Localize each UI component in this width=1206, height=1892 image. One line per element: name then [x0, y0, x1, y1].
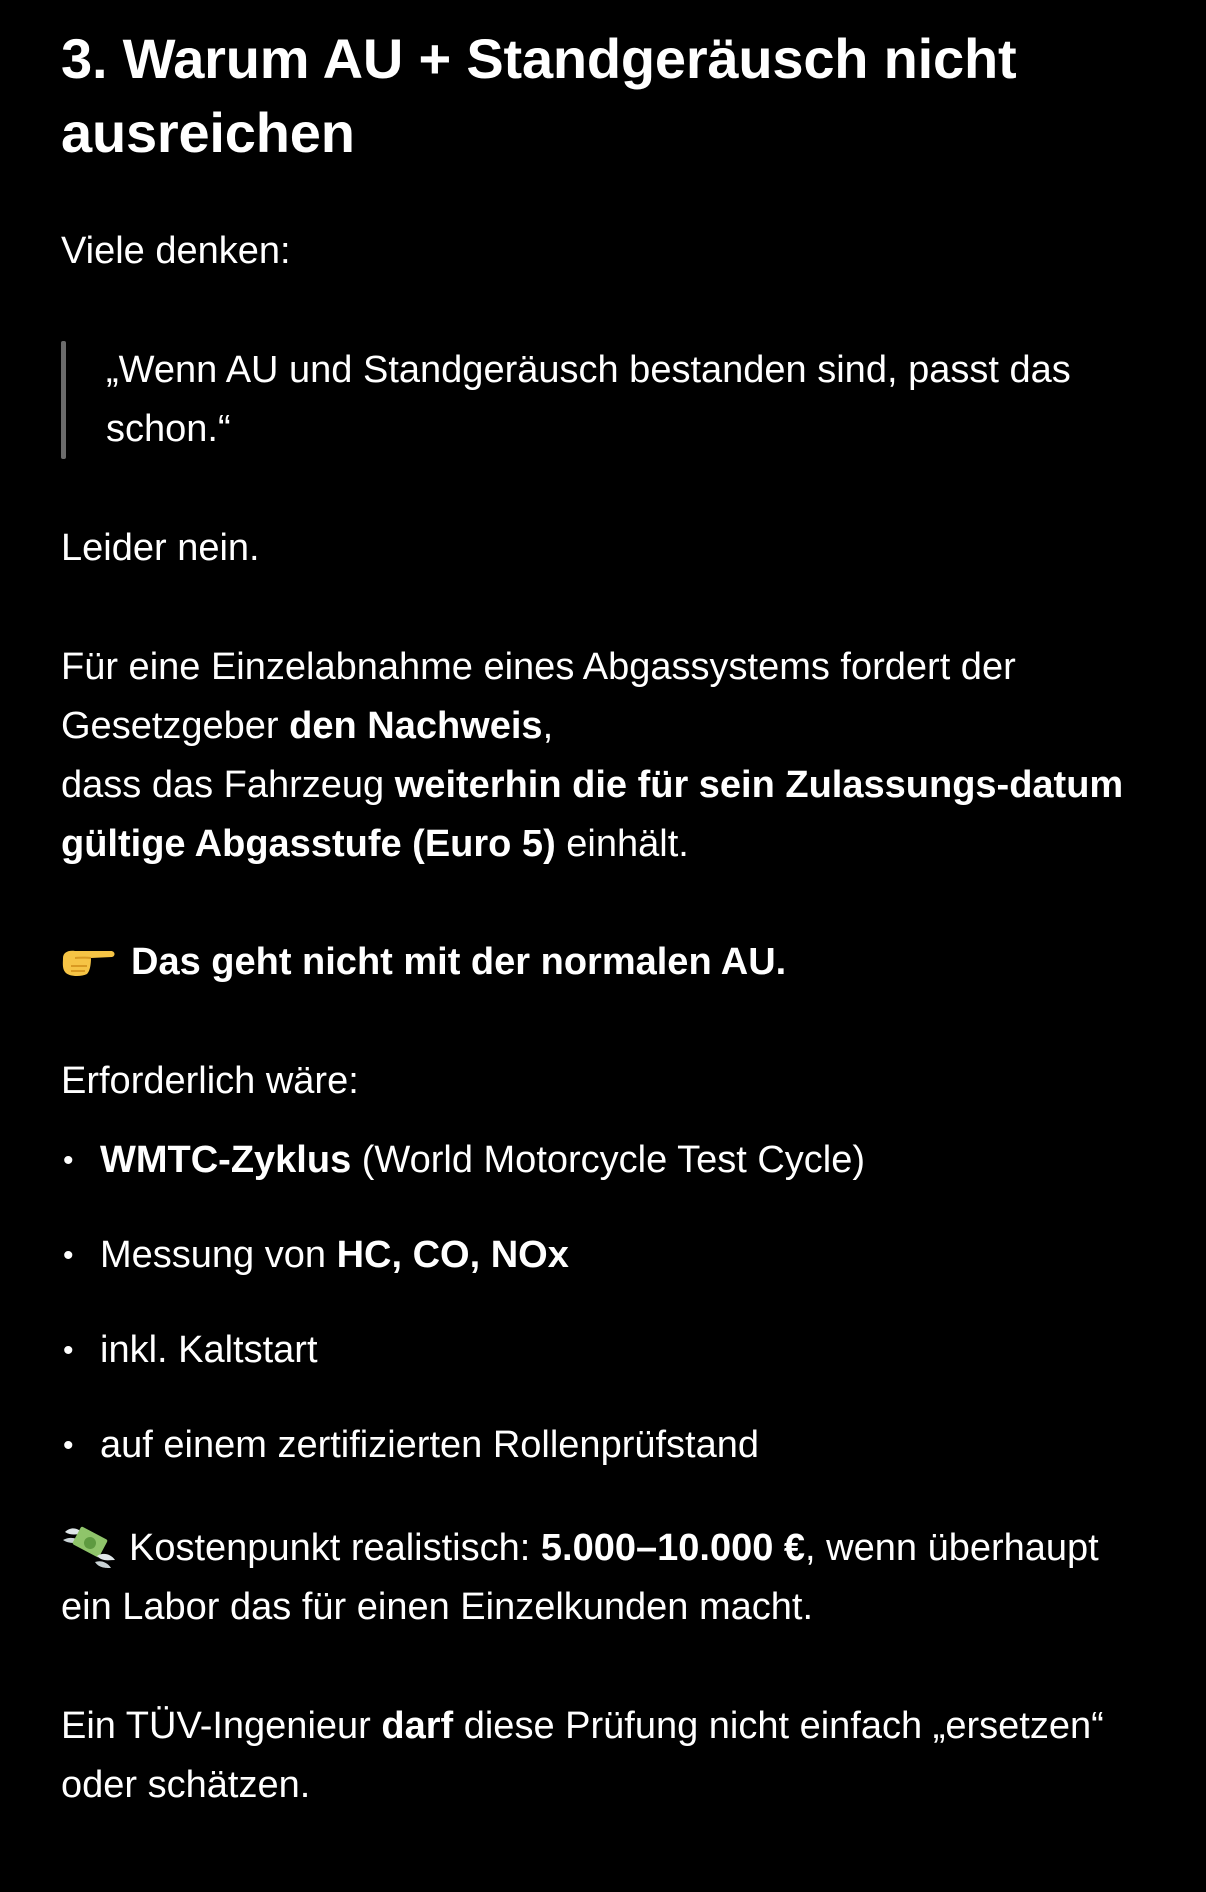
section-heading: 3. Warum AU + Standgeräusch nicht ausreichen: [61, 27, 1017, 164]
answer-text: Leider nein.: [61, 527, 260, 569]
list-item: [61, 1226, 1146, 1285]
bullet: •: [63, 1334, 74, 1367]
list-item-text: auf einem zertifizierten Rollenprüfstand: [100, 1424, 760, 1466]
bullet: •: [63, 1239, 74, 1272]
cost-text-2: , wenn überhaupt ein Labor das für einen Einzelkunden macht.: [61, 1527, 1099, 1628]
highlight-line: [61, 933, 1146, 992]
requirement-text-4: einhält.: [555, 823, 689, 865]
requirement-text-2: ,: [542, 705, 554, 747]
cost-paragraph: [61, 1519, 1146, 1637]
requirement-bold-2: weiterhin die für sein Zulassungs-datum gültige Abgasstufe (Euro 5): [61, 764, 1124, 865]
cost-text-1: Kostenpunkt realistisch:: [129, 1527, 541, 1569]
list-item-text: Messung von: [100, 1234, 337, 1276]
cost-amount: 5.000–10.000 €: [540, 1527, 806, 1569]
closing-bold: darf: [381, 1705, 454, 1747]
list-item: [61, 1131, 1146, 1190]
required-intro: Erforderlich wäre:: [61, 1060, 359, 1102]
requirement-text-3: dass das Fahrzeug: [61, 764, 395, 806]
intro-text: Viele denken:: [61, 230, 291, 272]
requirement-bold-1: den Nachweis: [289, 705, 543, 747]
blockquote: [61, 341, 1146, 459]
pointing-hand-icon: [61, 944, 117, 978]
list-item-text: inkl. Kaltstart: [100, 1329, 318, 1371]
list-item: [61, 1321, 1146, 1380]
closing-text-2: diese Prüfung nicht einfach „ersetzen“ oder schätzen.: [61, 1705, 1104, 1806]
requirements-list: [61, 1131, 1146, 1475]
bullet: •: [63, 1144, 74, 1177]
requirement-text-1: Für eine Einzelabnahme eines Abgassystems fordert der Gesetzgeber: [61, 646, 1016, 747]
money-with-wings-icon: [61, 1522, 117, 1570]
closing-paragraph: [61, 1697, 1146, 1815]
requirement-paragraph: [61, 638, 1146, 874]
quote-text: „Wenn AU und Standgeräusch bestanden sind, passt das schon.“: [106, 349, 1071, 450]
quote-bar: [61, 341, 66, 459]
list-item: [61, 1416, 1146, 1475]
list-item-bold: WMTC-Zyklus: [100, 1139, 352, 1181]
list-item-bold: HC, CO, NOx: [336, 1234, 569, 1276]
closing-text-1: Ein TÜV-Ingenieur: [61, 1705, 382, 1747]
highlight-text: Das geht nicht mit der normalen AU.: [131, 941, 787, 983]
bullet: •: [63, 1429, 74, 1462]
list-item-text: (World Motorcycle Test Cycle): [351, 1139, 866, 1181]
